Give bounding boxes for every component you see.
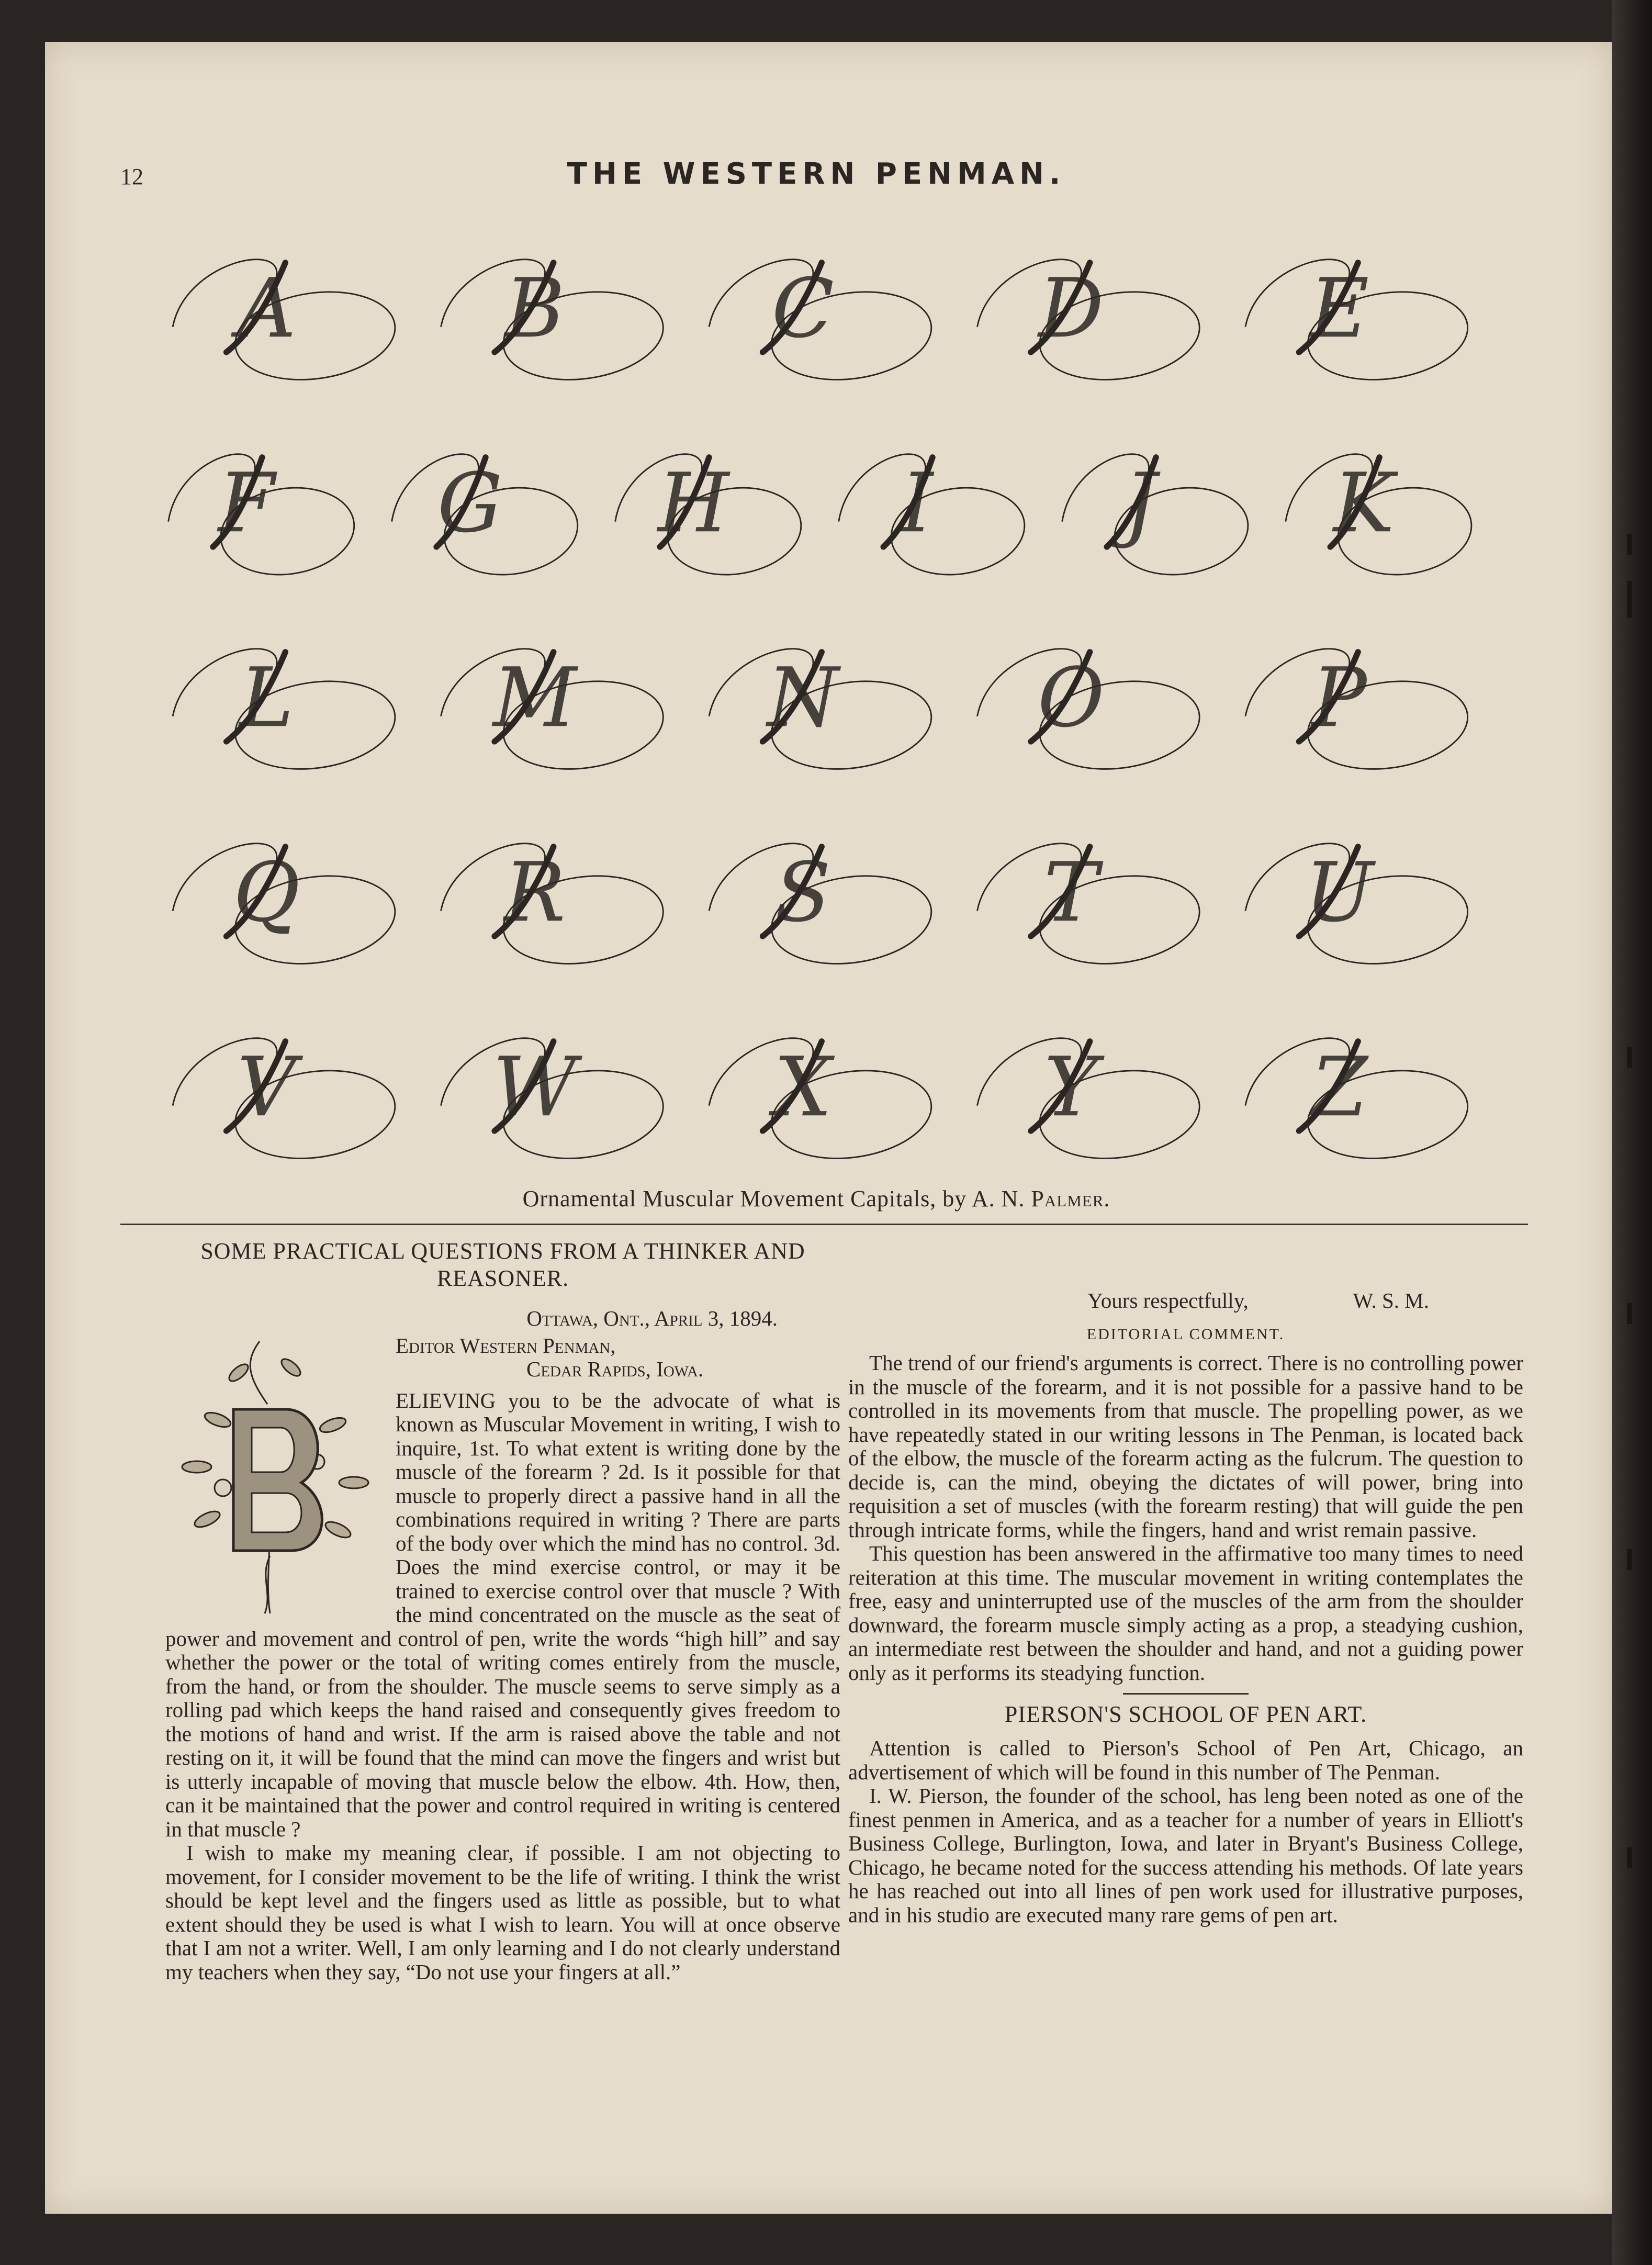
capital-glyph: G xyxy=(437,455,503,551)
capital-glyph: X xyxy=(773,1039,832,1135)
capital-letter-t xyxy=(977,844,1205,973)
capital-glyph: I xyxy=(901,455,934,551)
article-headline: SOME PRACTICAL QUESTIONS FROM A THINKER AND REASONER. xyxy=(200,1238,805,1291)
pierson-paragraph-2: I. W. Pierson, the founder of the school, has leng been noted as one of the finest penmen in America, and as a teacher for a number of years in Elliott's Business College, Burlington, Iowa, and later in Bryant's Business College, Chicago, he became noted for the success attending his methods. Of late years he has reached out into all lines of pen work used for illustrative purposes, and in his studio are executed many rare gems of pen art. xyxy=(848,1784,1523,1927)
capital-glyph: O xyxy=(1037,650,1105,746)
pierson-paragraph-1: Attention is called to Pierson's School of Pen Art, Chicago, an advertisement of which will be found in this number of The Penman. xyxy=(848,1736,1523,1784)
capital-glyph: Q xyxy=(233,845,300,940)
capital-letter-r xyxy=(441,844,669,973)
pierson-heading: PIERSON'S SCHOOL OF PEN ART. xyxy=(1004,1701,1367,1727)
capital-letter-c xyxy=(709,260,937,389)
capital-glyph: W xyxy=(492,1039,577,1135)
spine-mark xyxy=(1627,1847,1632,1868)
capital-letter-n xyxy=(709,649,937,779)
spine-mark xyxy=(1627,1549,1632,1570)
page-number: 12 xyxy=(120,164,143,189)
capital-letter-a xyxy=(173,260,401,389)
capital-glyph: K xyxy=(1333,455,1395,551)
spine-mark xyxy=(1627,1047,1632,1068)
capital-letter-b xyxy=(441,260,669,389)
capital-glyph: J xyxy=(1123,455,1157,551)
capital-glyph: M xyxy=(492,650,577,746)
section-divider xyxy=(1123,1693,1249,1695)
capital-letter-j xyxy=(1062,454,1254,583)
floral-b-icon xyxy=(160,1331,385,1624)
capital-letter-d xyxy=(977,260,1205,389)
capital-glyph: N xyxy=(767,650,839,746)
capital-glyph: F xyxy=(218,455,275,551)
capital-letter-m xyxy=(441,649,669,779)
capital-glyph: D xyxy=(1038,261,1104,356)
letter-paragraph-2: I wish to make my meaning clear, if possible. I am not objecting to movement, for I consider movement to be the life of writing. I think the wrist should be kept level and the fingers used as little as possible, but to what extent should they be used is what I wish to learn. You will at once observe that I am not a writer. Well, I am only learning and I do not clearly understand my teachers when they say, “Do not use your fingers at all.” xyxy=(165,1841,840,1984)
capital-letter-l xyxy=(173,649,401,779)
calligraphy-plate xyxy=(120,220,1512,1193)
editorial-paragraph-1: The trend of our friend's arguments is correct. There is no controlling power in the muscle of the forearm, and it is not possible for a passive hand to be controlled in its movements from that muscle. The propelling power, as we have repeatedly stated in our writing lessons in The Penman, is located back of the elbow, the muscle of the forearm acting as the fulcrum. The question to decide is, can the mind, obeying the dictates of will power, bring into requisition a set of muscles (with the forearm resting) that will guide the pen through intricate forms, while the fingers, hand and wrist remain passive. xyxy=(848,1351,1523,1542)
capital-glyph: Z xyxy=(1310,1039,1368,1135)
capital-letter-e xyxy=(1245,260,1474,389)
plate-caption xyxy=(120,1185,1512,1212)
letter-closing: Yours respectfully, W. S. M. xyxy=(1087,1288,1429,1313)
capital-glyph: S xyxy=(774,845,831,940)
capital-letter-k xyxy=(1286,454,1477,583)
capital-glyph: T xyxy=(1043,845,1098,940)
letter-signature: W. S. M. xyxy=(1353,1288,1429,1313)
capital-letter-w xyxy=(441,1038,669,1168)
letter-paragraph-1-text: ELIEVING you to be the advocate of what is known as Muscular Movement in writing, I wish to inquire, 1st. To what extent is writing done by the muscle of the forearm ? 2d. Is it possible for that muscle to properly direct a passive hand in all the combinations required in writing ? There are parts of the body over which the mind has no control. 3d. Does the mind exercise control, or may it be trained to exercise control over that muscle ? With the mind concentrated on the muscle as the seat of power and movement and control of pen, write the words “high hill” and say whether the power or the total of writing comes entirely from the muscle, from the hand, or from the shoulder. The muscle seems to serve simply as a rolling pad which keeps the hand raised and consequently gives freedom to the motions of hand and wrist. If the arm is raised above the table and not resting on it, it will be found that the mind can move the fingers and wrist but is utterly incapable of moving that muscle below the elbow. 4th. How, then, can it be maintained that the power and control required in writing is centered in that muscle ? xyxy=(165,1388,840,1841)
capital-letter-f xyxy=(168,454,360,583)
capital-letter-u xyxy=(1245,844,1474,973)
capital-glyph: R xyxy=(504,845,566,940)
capital-glyph: H xyxy=(658,455,729,551)
left-column xyxy=(165,1238,840,1984)
capital-letter-i xyxy=(839,454,1030,583)
caption-text: Ornamental Muscular Movement Capitals, by A. N. xyxy=(522,1186,1025,1212)
caption-rule xyxy=(120,1224,1528,1225)
capital-glyph: P xyxy=(1311,650,1367,746)
magazine-page xyxy=(45,42,1612,2214)
capital-letter-x xyxy=(709,1038,937,1168)
capital-glyph: E xyxy=(1309,261,1369,356)
capital-letter-z xyxy=(1245,1038,1474,1168)
capital-glyph: L xyxy=(239,650,294,746)
dateline: Ottawa, Ont., April 3, 1894. xyxy=(526,1306,778,1330)
capital-glyph: Y xyxy=(1044,1039,1098,1135)
capital-letter-o xyxy=(977,649,1205,779)
running-title: THE WESTERN PENMAN. xyxy=(567,157,1066,191)
capital-letter-y xyxy=(977,1038,1205,1168)
capital-letter-h xyxy=(615,454,807,583)
spine-mark xyxy=(1627,1303,1632,1324)
addressee: Editor Western Penman, Cedar Rapids, Iowa. xyxy=(396,1333,704,1381)
page-header xyxy=(120,157,1512,199)
capital-glyph: V xyxy=(237,1039,296,1135)
dropcap-ornament xyxy=(160,1331,385,1624)
capital-letter-s xyxy=(709,844,937,973)
editorial-paragraph-2: This question has been answered in the affirmative too many times to need reiteration at this time. The muscular movement in writing contemplates the free, easy and uninterrupted use of the muscles of the arm from the shoulder downward, the forearm muscle simply acting as a prop, a steadying cushion, an intermediate rest between the shoulder and hand, and not a guiding power only as it performs its steadying function. xyxy=(848,1541,1523,1685)
right-column xyxy=(848,1289,1523,1927)
capital-letter-p xyxy=(1245,649,1474,779)
capital-glyph: U xyxy=(1305,845,1374,940)
spine-mark xyxy=(1627,534,1632,555)
capital-glyph: A xyxy=(237,261,296,356)
editorial-heading: EDITORIAL COMMENT. xyxy=(1086,1325,1285,1343)
capital-glyph: C xyxy=(771,261,835,356)
book-spine xyxy=(1612,0,1652,2265)
caption-author: Palmer. xyxy=(1031,1186,1110,1212)
spine-mark xyxy=(1627,581,1632,618)
capital-letter-q xyxy=(173,844,401,973)
capital-letter-v xyxy=(173,1038,401,1168)
capital-glyph: B xyxy=(504,261,565,356)
capital-letter-g xyxy=(392,454,583,583)
